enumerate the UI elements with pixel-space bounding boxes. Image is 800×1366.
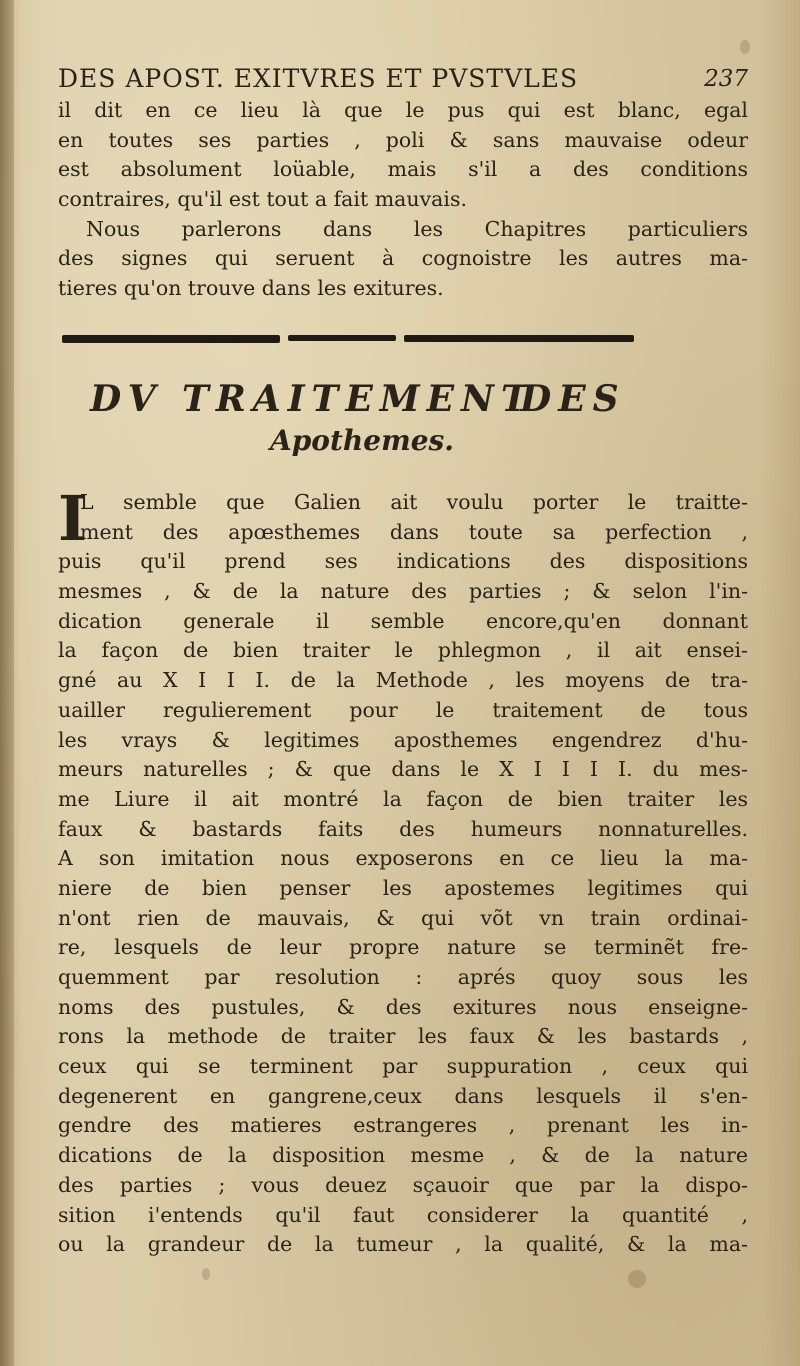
text-line: il dit en ce lieu là que le pus qui est blanc, egal: [58, 98, 748, 122]
text-line: les vrays & legitimes aposthemes engendrez d'hu-: [58, 727, 748, 752]
text-line: quemment par resolution : aprés quoy sous les: [58, 965, 748, 989]
page-header: [58, 64, 748, 98]
ornamental-divider: [62, 335, 634, 347]
text-line: est absolument loüable, mais s'il a des conditions: [58, 157, 748, 182]
section-title-main: DV TRAITEMENT: [90, 378, 535, 420]
paper-stain: [628, 1270, 646, 1288]
text-line: mesmes , & de la nature des parties ; & selon l'in-: [58, 579, 748, 604]
page-number: 237: [704, 66, 748, 92]
text-line: dications de la disposition mesme , & de la nature: [58, 1143, 748, 1168]
text-block-section: [58, 482, 748, 1260]
text-line: A son imitation nous exposerons en ce lieu la ma-: [58, 846, 748, 871]
text-line: gné au X I I I. de la Methode , les moyens de tra-: [58, 668, 748, 693]
text-line: re, lesquels de leur propre nature se terminẽt fre-: [58, 935, 748, 960]
text-line: sition i'entends qu'il faut considerer la quantité ,: [58, 1202, 748, 1227]
text-line: contraires, qu'il est tout a fait mauvais.: [58, 187, 467, 212]
text-line: me Liure il ait montré la façon de bien traiter les: [58, 786, 748, 811]
text-line: ment des apœsthemes dans toute sa perfection ,: [80, 519, 748, 544]
page-gutter: [0, 0, 14, 1366]
text-line: uailler regulierement pour le traitement de tous: [58, 697, 748, 722]
section-title: [90, 378, 650, 420]
section-title-end: DES: [520, 378, 626, 420]
text-line: niere de bien penser les apostemes legitimes qui: [58, 875, 748, 900]
text-line: ceux qui se terminent par suppuration , ceux qui: [58, 1054, 748, 1079]
text-line: faux & bastards faits des humeurs nonnaturelles.: [58, 816, 748, 841]
text-line: gendre des matieres estrangeres , prenant les in-: [58, 1113, 748, 1138]
text-line: Nous parlerons dans les Chapitres particuliers: [86, 216, 748, 241]
text-line: en toutes ses parties , poli & sans mauvaise odeur: [58, 127, 748, 152]
text-line: L semble que Galien ait voulu porter le traitte-: [80, 490, 748, 514]
divider-segment: [404, 335, 634, 342]
text-line: des signes qui seruent à cognoistre les autres ma-: [58, 246, 748, 271]
divider-segment: [62, 335, 280, 343]
paper-stain: [202, 1268, 210, 1280]
divider-segment: [288, 335, 396, 341]
text-line: dication generale il semble encore,qu'en donnant: [58, 608, 748, 633]
text-line: la façon de bien traiter le phlegmon , il ait ensei-: [58, 638, 748, 663]
text-line: n'ont rien de mauvais, & qui võt vn train ordinai-: [58, 905, 748, 930]
running-head: DES APOST. EXITVRES ET PVSTVLES: [58, 64, 579, 93]
text-line: des parties ; vous deuez sçauoir que par la dispo-: [58, 1172, 748, 1197]
text-line: meurs naturelles ; & que dans le X I I I I. du mes-: [58, 757, 748, 782]
text-block-continuation: [58, 96, 748, 304]
text-line: noms des pustules, & des exitures nous enseigne-: [58, 994, 748, 1019]
text-line: degenerent en gangrene,ceux dans lesquels il s'en-: [58, 1083, 748, 1108]
paper-stain: [740, 40, 750, 54]
text-line: rons la methode de traiter les faux & les bastards ,: [58, 1024, 748, 1049]
text-line: puis qu'il prend ses indications des dispositions: [58, 549, 748, 574]
section-subtitle: Apothemes.: [270, 424, 455, 457]
text-line: ou la grandeur de la tumeur , la qualité, & la ma-: [58, 1232, 748, 1257]
drop-cap: I: [58, 482, 88, 555]
text-line: tieres qu'on trouve dans les exitures.: [58, 276, 444, 301]
